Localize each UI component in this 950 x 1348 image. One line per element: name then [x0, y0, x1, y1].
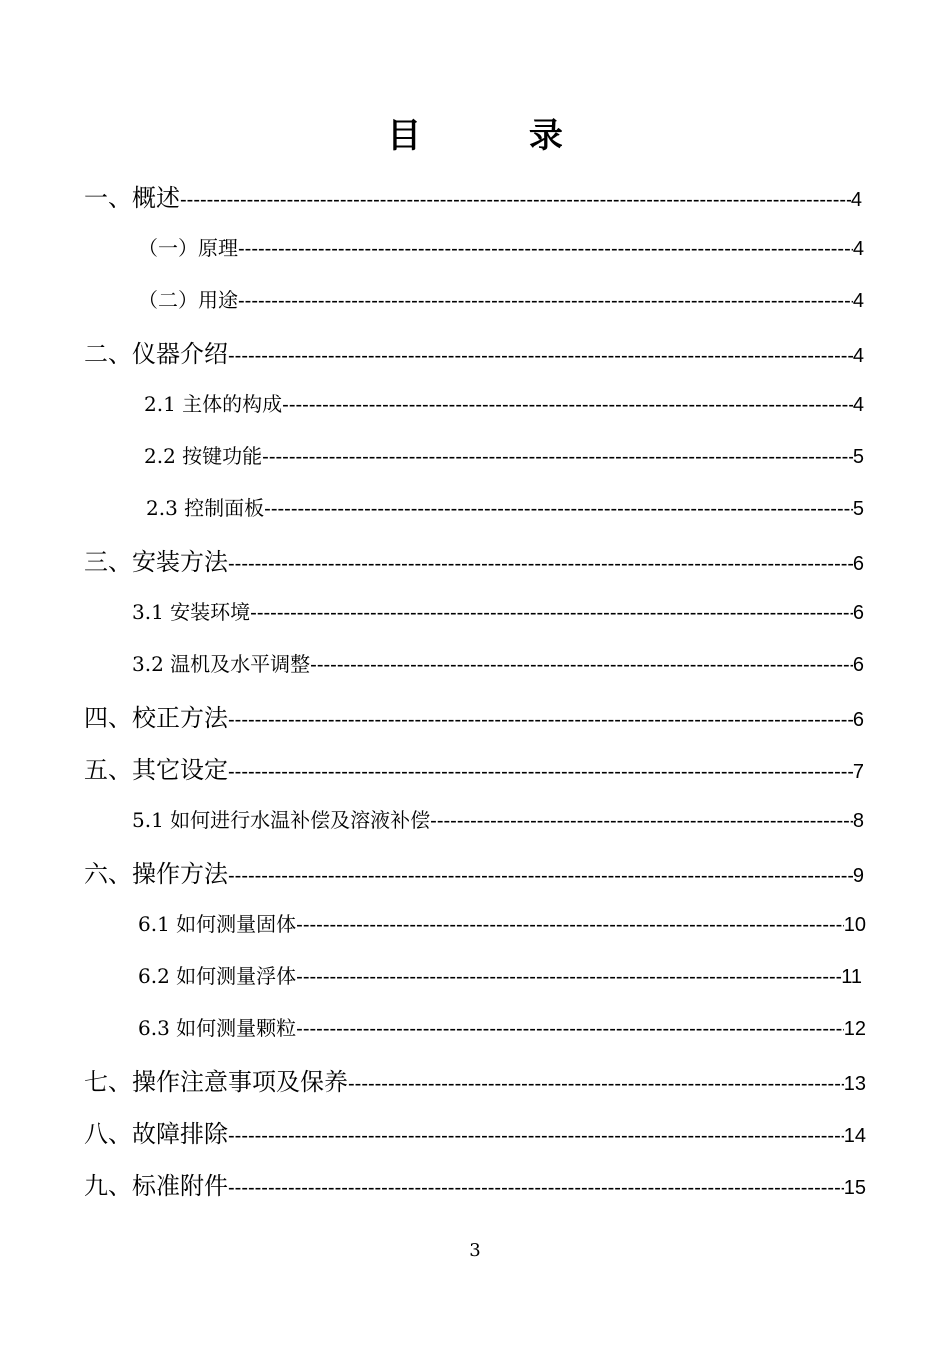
toc-entry-label: 5.1 如何进行水温补偿及溶液补偿	[132, 808, 431, 832]
toc-entry-label: 二、仪器介绍	[84, 340, 228, 368]
toc-entry-page: 5	[852, 446, 864, 468]
toc-entry-page: 4	[852, 238, 864, 260]
page-number: 3	[469, 1240, 481, 1261]
toc-entry-page: 11	[841, 966, 862, 988]
toc-entry[interactable]	[84, 542, 864, 576]
toc-entry-page: 15	[843, 1177, 866, 1199]
toc-leader	[250, 602, 853, 625]
toc-entry-label: 七、操作注意事项及保养	[84, 1068, 348, 1096]
toc-entry[interactable]	[144, 388, 864, 422]
toc-leader	[282, 394, 853, 417]
toc-entry-page: 4	[852, 290, 864, 312]
toc-entry-page: 4	[852, 345, 864, 367]
toc-entry[interactable]	[84, 698, 864, 732]
toc-leader	[310, 654, 853, 677]
toc-entry-page: 5	[852, 498, 864, 520]
toc-leader	[296, 1018, 844, 1041]
toc-leader	[228, 761, 853, 784]
toc-entry-label: 2.2 按键功能	[144, 444, 263, 468]
toc-entry-label: （二）用途	[138, 288, 238, 312]
toc-entry-label: 一、概述	[84, 184, 180, 212]
toc-entry-page: 6	[852, 553, 864, 575]
toc-entry[interactable]	[138, 232, 864, 266]
toc-entry[interactable]	[84, 1166, 866, 1200]
toc-entry[interactable]	[132, 648, 864, 682]
toc-leader	[238, 238, 853, 261]
toc-entry[interactable]	[84, 854, 864, 888]
toc-entry-label: （一）原理	[138, 236, 238, 260]
toc-entry[interactable]	[84, 334, 864, 368]
toc-entry-label: 6.1 如何测量固体	[138, 912, 297, 936]
toc-entry[interactable]	[138, 908, 866, 942]
toc-entry-label: 六、操作方法	[84, 860, 228, 888]
toc-leader	[228, 1125, 844, 1148]
toc-entry[interactable]	[84, 1114, 866, 1148]
toc-leader	[228, 553, 853, 576]
toc-leader	[228, 865, 853, 888]
toc-entry-page: 9	[852, 865, 864, 887]
toc-entry-label: 九、标准附件	[84, 1172, 228, 1200]
toc-leader	[228, 1177, 844, 1200]
toc-entry-page: 4	[852, 394, 864, 416]
toc-entry-page: 6	[852, 602, 864, 624]
toc-entry-label: 2.3 控制面板	[146, 496, 265, 520]
toc-entry-page: 10	[843, 914, 866, 936]
toc-entry[interactable]	[132, 804, 864, 838]
toc-entry[interactable]	[84, 750, 864, 784]
toc-leader	[180, 189, 851, 212]
toc-entry-label: 6.2 如何测量浮体	[138, 964, 297, 988]
toc-entry-label: 三、安装方法	[84, 548, 228, 576]
toc-entry[interactable]	[138, 284, 864, 318]
toc-entry[interactable]	[84, 1062, 866, 1096]
toc-entry-page: 12	[843, 1018, 866, 1040]
toc-entry[interactable]	[144, 440, 864, 474]
toc-entry-label: 3.1 安装环境	[132, 600, 251, 624]
toc-entry-label: 2.1 主体的构成	[144, 392, 283, 416]
toc-entry-page: 8	[852, 810, 864, 832]
toc-leader	[228, 709, 853, 732]
toc-entry-label: 四、校正方法	[84, 704, 228, 732]
toc-leader	[348, 1073, 844, 1096]
toc-entry[interactable]	[132, 596, 864, 630]
toc-entry[interactable]	[84, 178, 862, 212]
toc-entry-page: 13	[843, 1073, 866, 1095]
toc-leader	[228, 345, 853, 368]
toc-entry-label: 八、故障排除	[84, 1120, 228, 1148]
toc-leader	[262, 446, 853, 469]
toc-leader	[430, 810, 853, 833]
toc-leader	[296, 966, 841, 989]
toc-entry-label: 3.2 温机及水平调整	[132, 652, 311, 676]
toc-entry-page: 6	[852, 709, 864, 731]
toc-entry-label: 6.3 如何测量颗粒	[138, 1016, 297, 1040]
toc-leader	[296, 914, 844, 937]
toc-entry-page: 14	[843, 1125, 866, 1147]
toc-leader	[238, 290, 853, 313]
toc-entry-label: 五、其它设定	[84, 756, 228, 784]
toc-entry-page: 6	[852, 654, 864, 676]
toc-leader	[264, 498, 853, 521]
toc-entry[interactable]	[138, 1012, 866, 1046]
toc-entry[interactable]	[138, 960, 862, 994]
toc-entry-page: 4	[850, 189, 862, 211]
toc-entry-page: 7	[852, 761, 864, 783]
page-title: 目 录	[387, 116, 611, 156]
toc-entry[interactable]	[146, 492, 864, 526]
